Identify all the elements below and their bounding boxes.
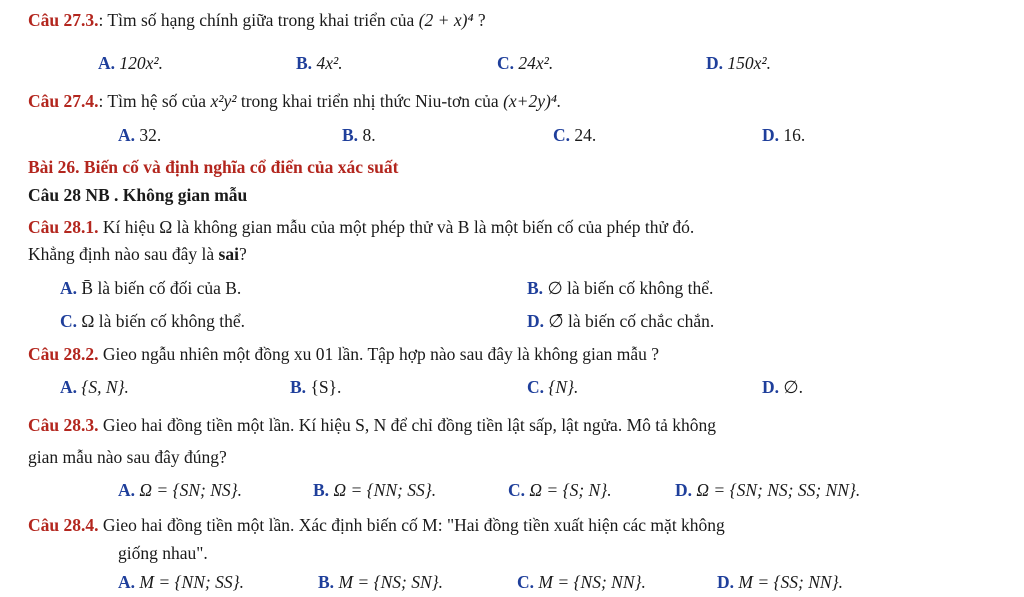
option-a: A. M = {NN; SS}.	[118, 572, 244, 592]
question-text: : Tìm hệ số của	[98, 91, 207, 111]
option-c: C. {N}.	[527, 377, 579, 397]
option-d: D. ∅.	[762, 377, 804, 397]
question-28-4-line2: giống nhau".	[118, 543, 208, 563]
option-d: D. 150x².	[706, 53, 772, 73]
section-subtitle: Câu 28 NB . Không gian mẫu	[28, 185, 248, 205]
question-expression: (2 + x)⁴	[418, 10, 474, 30]
option-a: A. {S, N}.	[60, 377, 129, 397]
option-a: A. B̄ là biến cố đối của B.	[60, 278, 242, 298]
option-a: A. 32.	[118, 125, 162, 145]
option-c: C. Ω là biến cố không thể.	[60, 311, 246, 331]
option-b: B. {S}.	[290, 377, 342, 397]
question-text: : Tìm số hạng chính giữa trong khai triển của	[98, 10, 415, 30]
option-d: D. 16.	[762, 125, 806, 145]
question-text: Gieo hai đồng tiền một lần. Xác định biến cố M: "Hai đồng tiền xuất hiện các mặt không	[102, 515, 725, 535]
question-label: Câu 28.3.	[28, 415, 99, 435]
option-d: D. M = {SS; NN}.	[717, 572, 843, 592]
question-28-1	[28, 216, 1024, 238]
question-expression: (x+2y)⁴.	[503, 91, 562, 111]
question-text: Gieo ngẫu nhiên một đồng xu 01 lần. Tập hợp nào sau đây là không gian mẫu ?	[102, 344, 660, 364]
section-title: Bài 26. Biến cố và định nghĩa cổ điển của xác suất	[28, 157, 399, 177]
option-c: C. M = {NS; NN}.	[517, 572, 646, 592]
question-28-4	[28, 514, 1024, 536]
question-label: Câu 28.4.	[28, 515, 99, 535]
option-c: C. Ω = {S; N}.	[508, 480, 612, 500]
question-label: Câu 28.2.	[28, 344, 99, 364]
option-d: D. ∅̄ là biến cố chắc chắn.	[527, 311, 715, 331]
question-28-1-line2: Khẳng định nào sau đây là sai?	[28, 244, 247, 264]
question-28-3-line2: gian mẫu nào sau đây đúng?	[28, 447, 227, 467]
option-b: B. Ω = {NN; SS}.	[313, 480, 437, 500]
option-c: C. 24.	[553, 125, 597, 145]
question-label: Câu 27.3.	[28, 10, 99, 30]
question-term: x²y²	[210, 91, 237, 111]
question-text: Kí hiệu Ω là không gian mẫu của một phép thử và B là một biến cố của phép thử đó.	[102, 217, 695, 237]
option-a: A. Ω = {SN; NS}.	[118, 480, 243, 500]
question-text-2: trong khai triển nhị thức Niu-tơn của	[240, 91, 499, 111]
emphasis-sai: sai	[218, 244, 239, 264]
option-d: D. Ω = {SN; NS; SS; NN}.	[675, 480, 861, 500]
question-27-4	[28, 90, 1024, 112]
question-28-2	[28, 343, 1024, 365]
question-28-3	[28, 414, 1024, 436]
question-text: Gieo hai đồng tiền một lần. Kí hiệu S, N để chỉ đồng tiền lật sấp, lật ngửa. Mô tả không	[102, 415, 717, 435]
option-b: B. 4x².	[296, 53, 343, 73]
option-b: B. 8.	[342, 125, 376, 145]
question-label: Câu 27.4.	[28, 91, 99, 111]
option-b: B. ∅ là biến cố không thể.	[527, 278, 714, 298]
option-a: A. 120x².	[98, 53, 164, 73]
option-b: B. M = {NS; SN}.	[318, 572, 443, 592]
question-label: Câu 28.1.	[28, 217, 99, 237]
option-c: C. 24x².	[497, 53, 554, 73]
question-tail: ?	[477, 10, 486, 30]
question-27-3	[28, 9, 1024, 31]
